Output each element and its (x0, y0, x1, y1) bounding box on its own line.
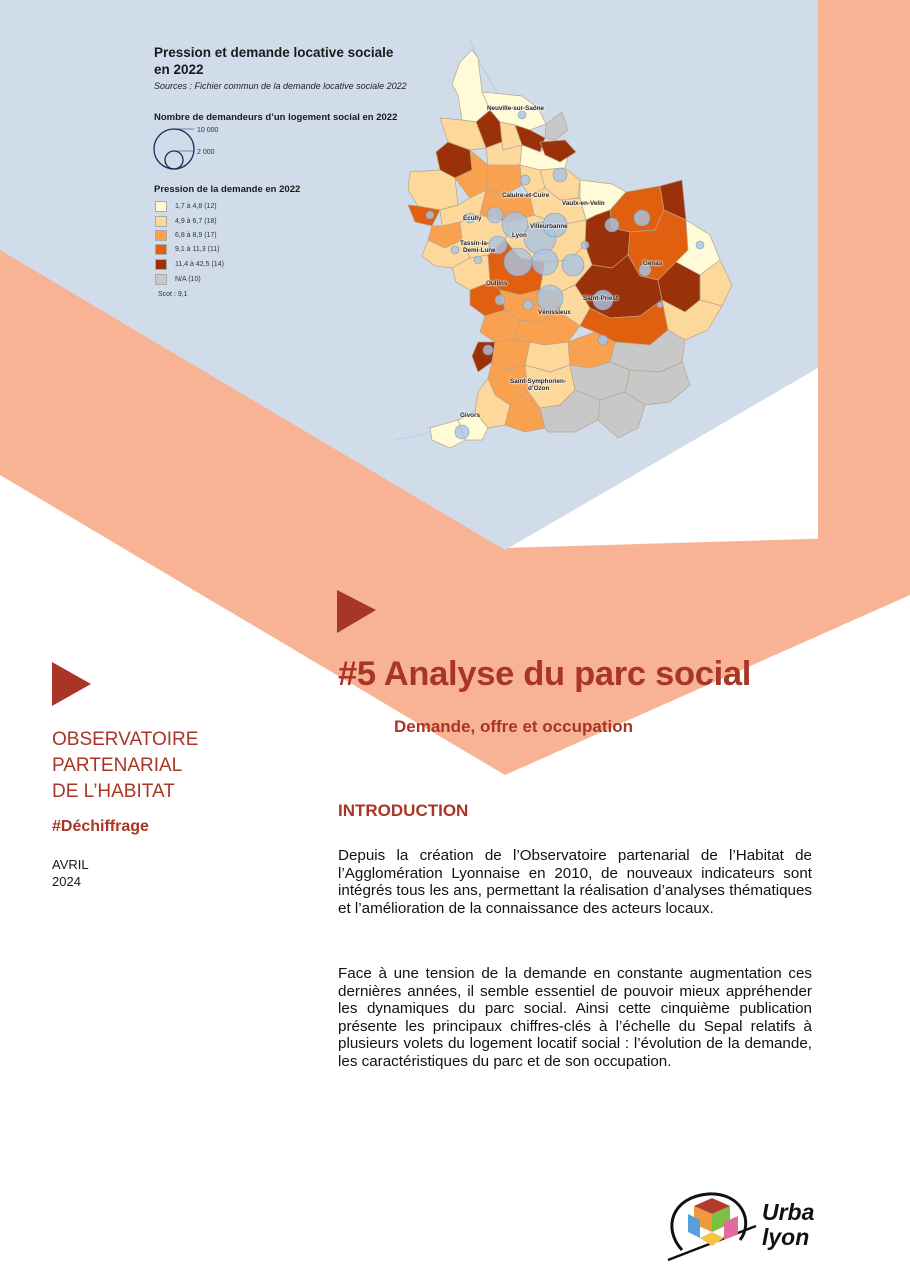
city-label: Vénissieux (538, 309, 571, 316)
legend-label: 9,1 à 11,3 (11) (175, 245, 220, 253)
observatory-name: OBSERVATOIRE PARTENARIAL DE L’HABITAT (52, 729, 199, 802)
legend-swatch (155, 259, 167, 270)
intro-heading: INTRODUCTION (338, 801, 469, 820)
city-label: d’Ozon (528, 385, 550, 392)
publication-date: AVRIL 2024 (52, 857, 89, 889)
decorative-triangle-left (52, 662, 91, 706)
salmon-right-strip (818, 0, 910, 560)
legend-item (155, 258, 224, 270)
city-label: Vaulx-en-Velin (562, 200, 605, 207)
legend-item (155, 215, 217, 227)
legend-label: 11,4 à 42,5 (14) (175, 260, 224, 268)
city-label: Oullins (486, 280, 508, 287)
legend-item (155, 273, 201, 285)
intro-paragraph-1: Depuis la création de l’Observatoire partenarial de l’Habitat de l’Agglomération Lyonnaise en 2010, de nouveaux indicateurs sont intégrés tous les ans, permettant la réalisation d’analyses thématiques et l’amélioration de la connaissance des acteurs locaux. (338, 847, 812, 917)
legend-swatch (155, 216, 167, 227)
legend-swatch (155, 244, 167, 255)
city-label: Saint-Symphorien- (510, 378, 566, 385)
city-label: Tassin-la- (460, 240, 489, 247)
bubble-legend-title: Nombre de demandeurs d’un logement social en 2022 (154, 112, 398, 123)
legend-swatch (155, 201, 167, 212)
legend-item (155, 200, 217, 212)
intro-paragraph-2: Face à une tension de la demande en constante augmentation ces dernières années, il semble essentiel de pouvoir mieux appréhender les dynamiques du parc social. Ainsi cette cinquième publication présente les principaux chiffres-clés à l’échelle du Sepal relatifs à plusieurs volets du logement locatif social : l’évolution de la demande, les caractéristiques du parc et de son occupation. (338, 965, 812, 1070)
city-label: Lyon (512, 232, 527, 239)
pressure-legend-title: Pression de la demande en 2022 (154, 184, 301, 195)
urbalyon-logo-text: Urba lyon (762, 1199, 815, 1250)
page-title: #5 Analyse du parc social (338, 655, 752, 693)
legend-label: N/A (10) (175, 275, 201, 283)
bubble-legend-small-label: 2 000 (197, 149, 215, 156)
legend-label: 6,8 à 8,9 (17) (175, 231, 217, 239)
legend-item (155, 243, 220, 255)
city-label: Saint-Priest (583, 295, 618, 302)
legend-swatch (155, 230, 167, 241)
legend-swatch (155, 274, 167, 285)
legend-item (155, 229, 217, 241)
legend-label: 1,7 à 4,8 (12) (175, 202, 217, 210)
city-label: Givors (460, 412, 480, 419)
city-label: Neuville-sur-Saône (487, 105, 545, 112)
page-subtitle: Demande, offre et occupation (394, 717, 633, 736)
legend-label: 4,9 à 6,7 (18) (175, 217, 217, 225)
urbalyon-logo-mark (668, 1194, 756, 1260)
city-label: Caluire-et-Cuire (502, 192, 550, 199)
city-label: Demi-Lune (463, 247, 496, 254)
city-label: Écully (463, 215, 482, 222)
bubble-legend-big-label: 10 000 (197, 127, 219, 134)
city-label: Villeurbanne (530, 223, 568, 230)
city-label: Genas (643, 260, 663, 267)
map-title: Pression et demande locative sociale en 2022 (154, 45, 394, 77)
map-source: Sources : Fichier commun de la demande locative sociale 2022 (154, 81, 407, 91)
hashtag: #Déchiffrage (52, 818, 149, 835)
scot-value: Scot : 9,1 (158, 291, 188, 298)
